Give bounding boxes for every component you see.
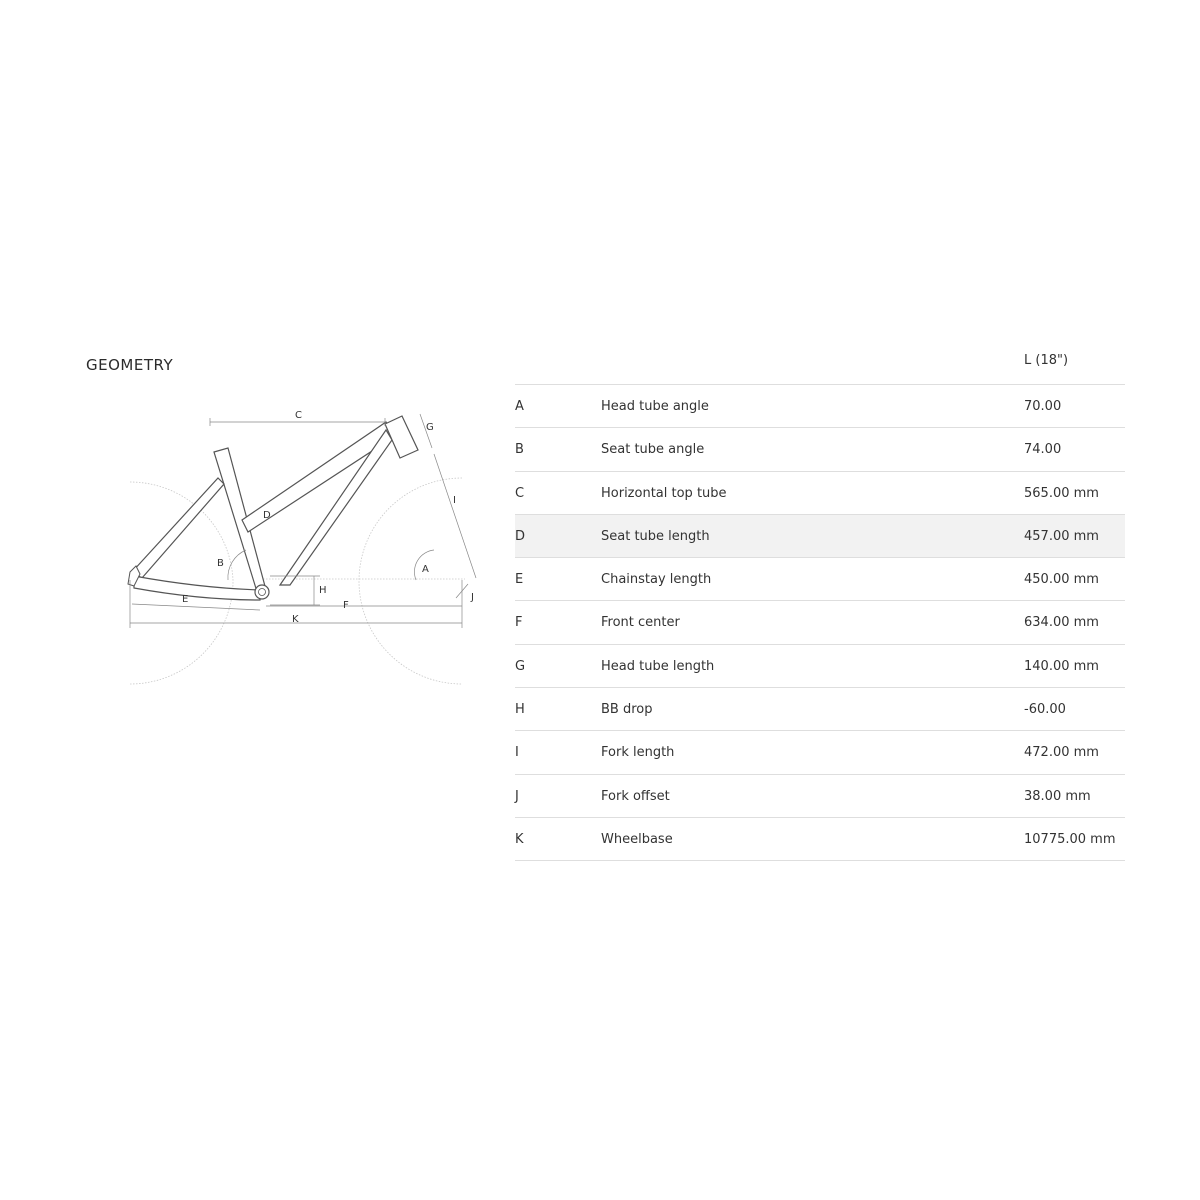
bottom-bracket — [255, 585, 269, 599]
row-key: K — [515, 831, 524, 847]
label-a: A — [422, 564, 429, 575]
size-column-header: L (18") — [1024, 353, 1069, 368]
row-key: E — [515, 572, 524, 588]
row-value: 140.00 mm — [1024, 658, 1099, 674]
row-name: Front center — [601, 615, 680, 631]
row-key: D — [515, 528, 526, 544]
row-name: BB drop — [601, 702, 653, 718]
row-key: J — [515, 788, 519, 804]
row-key: H — [515, 702, 525, 718]
label-i: I — [453, 495, 456, 506]
label-j: J — [471, 592, 474, 603]
label-e: E — [182, 594, 189, 605]
table-row — [515, 558, 1125, 601]
table-row — [515, 385, 1125, 428]
row-value: 565.00 mm — [1024, 485, 1099, 501]
row-value: 472.00 mm — [1024, 745, 1099, 761]
table-row — [515, 472, 1125, 515]
table-row — [515, 731, 1125, 774]
label-k: K — [292, 614, 299, 625]
label-d: D — [263, 510, 271, 521]
table-row — [515, 428, 1125, 471]
row-value: 450.00 mm — [1024, 572, 1099, 588]
table-row — [515, 775, 1125, 818]
table-row — [515, 515, 1125, 558]
row-value: 10775.00 mm — [1024, 831, 1116, 847]
row-value: -60.00 — [1024, 702, 1066, 718]
label-h: H — [319, 585, 327, 596]
row-key: C — [515, 485, 525, 501]
row-value: 74.00 — [1024, 442, 1062, 458]
row-value: 70.00 — [1024, 399, 1062, 414]
front-wheel — [359, 478, 462, 684]
bike-frame-drawing — [120, 400, 490, 700]
table-header — [515, 340, 1125, 385]
row-key: F — [515, 615, 523, 631]
row-key: A — [515, 399, 524, 414]
row-name: Head tube angle — [601, 399, 709, 414]
label-b: B — [217, 558, 224, 569]
row-value: 38.00 mm — [1024, 788, 1091, 804]
row-key: I — [515, 745, 519, 761]
seat-stay — [132, 478, 224, 578]
table-row — [515, 645, 1125, 688]
table-row — [515, 818, 1125, 861]
geometry-table — [515, 340, 1125, 861]
chainstay — [134, 576, 260, 600]
label-f: F — [343, 600, 349, 611]
row-name: Horizontal top tube — [601, 485, 727, 501]
row-key: B — [515, 442, 524, 458]
row-key: G — [515, 658, 526, 674]
table-row — [515, 601, 1125, 644]
row-name: Wheelbase — [601, 831, 673, 847]
row-name: Seat tube angle — [601, 442, 705, 458]
page-title: GEOMETRY — [86, 356, 174, 374]
row-name: Chainstay length — [601, 572, 712, 588]
label-g: G — [426, 422, 434, 433]
row-value: 457.00 mm — [1024, 528, 1099, 544]
table-row — [515, 688, 1125, 731]
row-name: Fork offset — [601, 788, 670, 804]
geometry-diagram — [120, 400, 490, 700]
row-name: Seat tube length — [601, 528, 710, 544]
row-name: Head tube length — [601, 658, 715, 674]
row-name: Fork length — [601, 745, 675, 761]
down-tube-lower — [280, 430, 392, 585]
row-value: 634.00 mm — [1024, 615, 1099, 631]
label-c: C — [295, 410, 302, 421]
